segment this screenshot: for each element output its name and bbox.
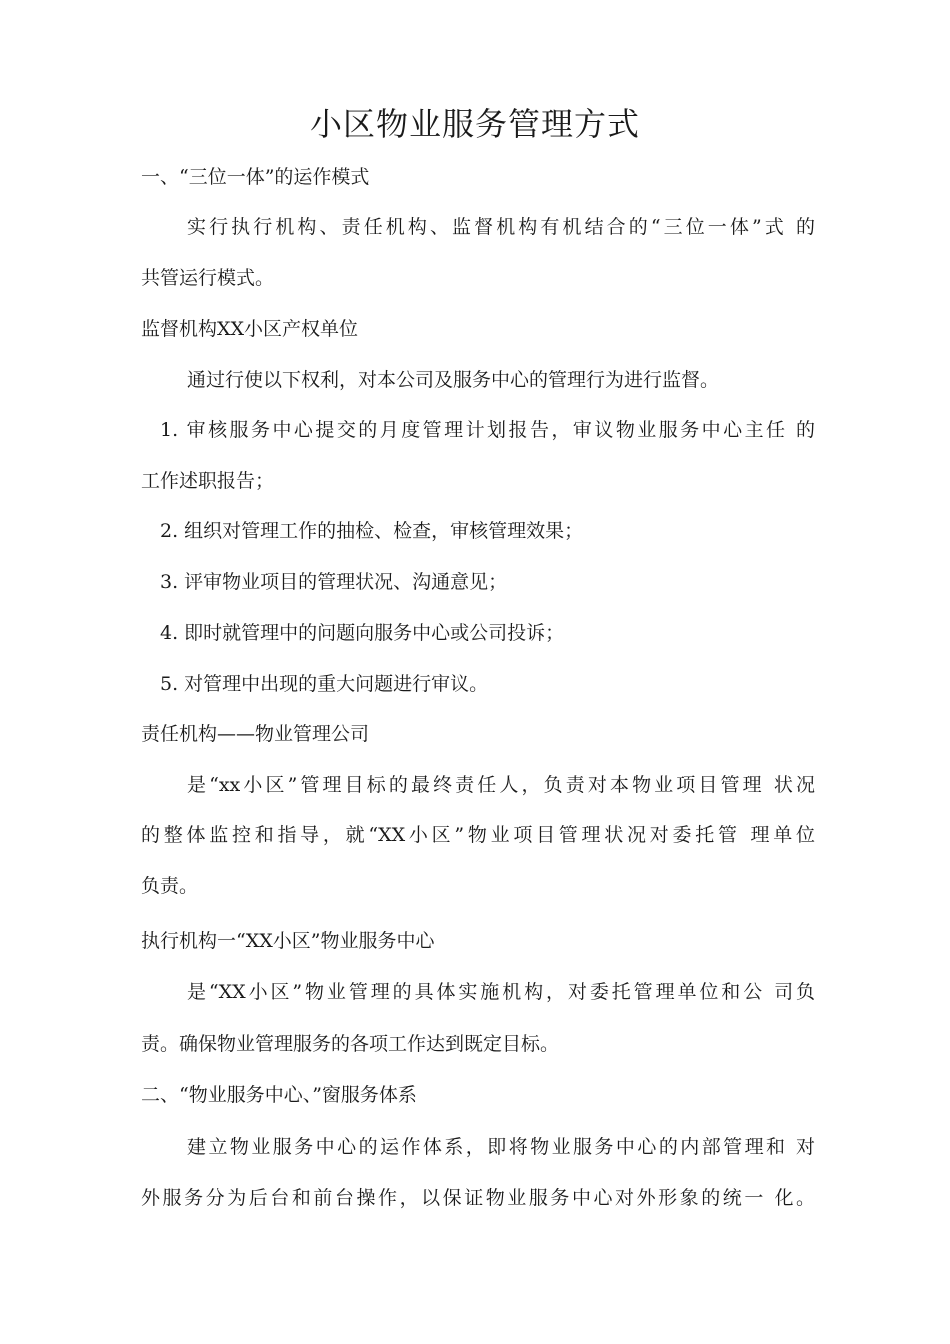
subheading-responsibility: 责任机构——物业管理公司 bbox=[141, 723, 370, 745]
paragraph-line: 实行执行机构、责任机构、监督机构有机结合的“三位一体”式 的 bbox=[187, 216, 815, 238]
section-heading-1: 一、“三位一体”的运作模式 bbox=[141, 166, 370, 188]
paragraph-line: 建立物业服务中心的运作体系，即将物业服务中心的内部管理和 对 bbox=[187, 1136, 815, 1158]
list-item-5: 5. 对管理中出现的重大问题进行审议。 bbox=[160, 673, 489, 695]
subheading-execution: 执行机构一“XX小区”物业服务中心 bbox=[141, 930, 435, 952]
list-item-4: 4. 即时就管理中的问题向服务中心或公司投诉； bbox=[160, 622, 565, 644]
subheading-supervision: 监督机构XX小区产权单位 bbox=[141, 318, 359, 340]
paragraph-line: 通过行使以下权利，对本公司及服务中心的管理行为进行监督。 bbox=[187, 369, 720, 391]
paragraph-line: 是“XX小区”物业管理的具体实施机构，对委托管理单位和公 司负 bbox=[187, 981, 815, 1003]
paragraph-line: 外服务分为后台和前台操作，以保证物业服务中心对外形象的统一 化。 bbox=[141, 1187, 815, 1209]
paragraph-line: 共管运行模式。 bbox=[141, 267, 275, 289]
paragraph-line: 是“xx小区”管理目标的最终责任人，负责对本物业项目管理 状况 bbox=[187, 774, 815, 796]
list-item-1: 1. 审核服务中心提交的月度管理计划报告，审议物业服务中心主任 的 bbox=[160, 419, 815, 441]
paragraph-line: 负责。 bbox=[141, 875, 199, 897]
paragraph-line: 的整体监控和指导，就“XX小区”物业项目管理状况对委托管 理单位 bbox=[141, 824, 815, 846]
list-item-3: 3. 评审物业项目的管理状况、沟通意见； bbox=[160, 571, 508, 593]
paragraph-line: 责。确保物业管理服务的各项工作达到既定目标。 bbox=[141, 1033, 560, 1055]
list-item-2: 2. 组织对管理工作的抽检、检查，审核管理效果； bbox=[160, 520, 584, 542]
paragraph-line: 工作述职报告； bbox=[141, 470, 275, 492]
section-heading-2: 二、“物业服务中心、”窗服务体系 bbox=[141, 1084, 417, 1106]
document-title: 小区物业服务管理方式 bbox=[309, 105, 640, 143]
